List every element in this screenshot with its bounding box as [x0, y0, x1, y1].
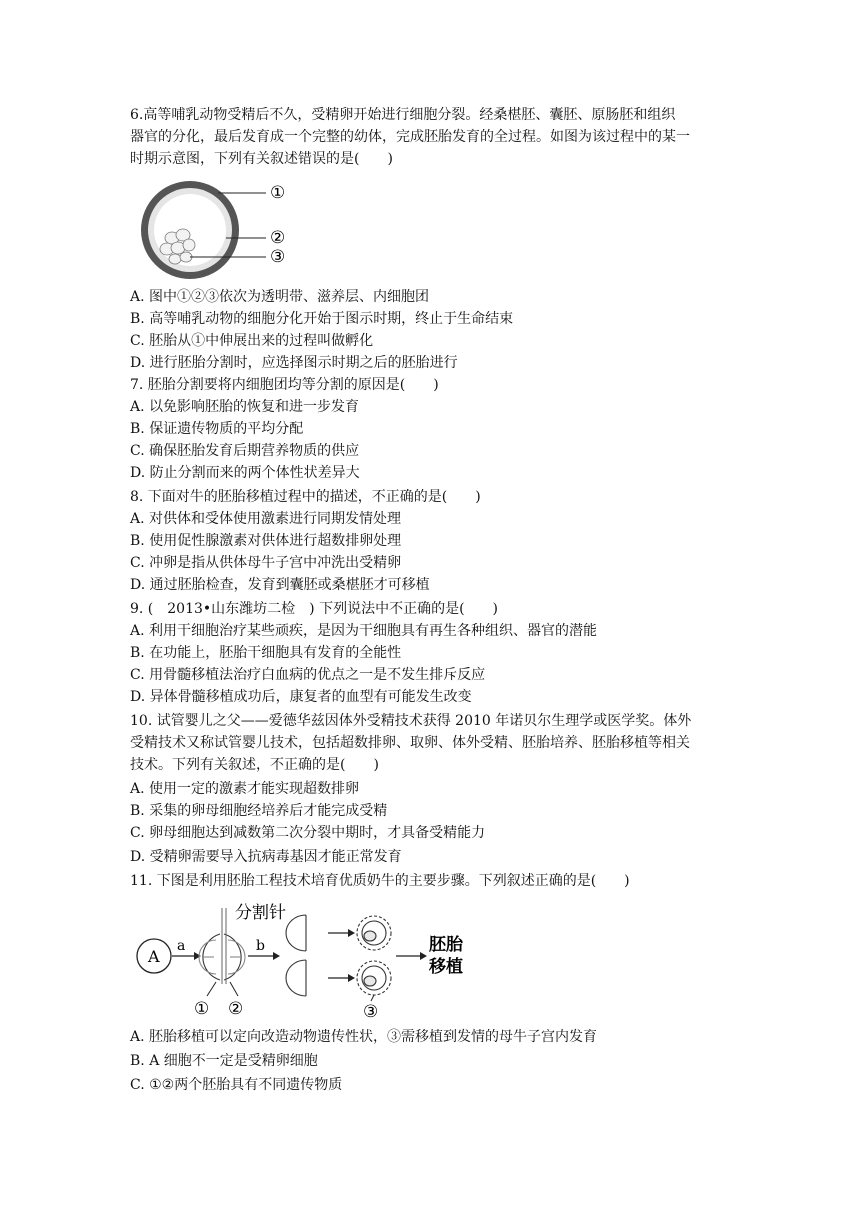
q8-option-d: D. 通过胚胎检查，发育到囊胚或桑椹胚才可移植: [130, 577, 430, 593]
q9-option-a: A. 利用干细胞治疗某些顽疾，是因为干细胞具有再生各种组织、器官的潜能: [130, 623, 598, 639]
q11-option-a: A. 胚胎移植可以定向改造动物遗传性状，③需移植到发情的母牛子宫内发育: [130, 1029, 598, 1045]
label-3: ③: [270, 247, 286, 267]
cell-a-label: A: [148, 947, 160, 966]
half-embryos: [286, 915, 306, 996]
arrow-transfer-head: [420, 952, 427, 960]
q7-option-c: C. 确保胚胎发育后期营养物质的供应: [130, 443, 360, 459]
q7-stem: 7. 胚胎分割要将内细胞团均等分割的原因是( ): [130, 377, 439, 393]
q6-stem-line-1: 6.高等哺乳动物受精后不久，受精卵开始进行细胞分裂。经桑椹胚、囊胚、原肠胚和组织: [130, 107, 676, 123]
transfer-label-1: 胚胎: [429, 935, 463, 955]
q9-stem: 9. ( 2013•山东潍坊二检 ) 下列说法中不正确的是( ): [130, 601, 498, 617]
q10-stem-line-2: 受精技术又称试管婴儿技术，包括超数排卵、取卵、体外受精、胚胎培养、胚胎移植等相关: [130, 735, 690, 751]
q10-option-b: B. 采集的卵母细胞经培养后才能完成受精: [130, 803, 388, 819]
needle-label: 分割针: [235, 903, 286, 923]
pointer-3: [371, 995, 374, 1001]
q9-option-b: B. 在功能上，胚胎干细胞具有发育的全能性: [130, 645, 402, 661]
q9-option-c: C. 用骨髓移植法治疗白血病的优点之一是不发生排斥反应: [130, 667, 486, 683]
q10-stem-line-3: 技术。下列有关叙述，不正确的是( ): [130, 757, 379, 773]
q6-option-c: C. 胚胎从①中伸展出来的过程叫做孵化: [130, 333, 374, 349]
arrow-b-head: [273, 952, 280, 960]
arrow-b-label: b: [256, 938, 265, 954]
pointer-1: [207, 982, 216, 996]
q6-stem-line-3: 时期示意图，下列有关叙述错误的是( ): [130, 151, 393, 167]
q10-stem-line-1: 10. 试管婴儿之父——爱德华兹因体外受精技术获得 2010 年诺贝尔生理学或医学奖。体外: [130, 713, 692, 729]
embryo-label-3: ③: [363, 1002, 379, 1020]
q8-stem: 8. 下面对牛的胚胎移植过程中的描述，不正确的是( ): [130, 489, 481, 505]
embryo-label-2: ②: [228, 999, 244, 1019]
q8-option-b: B. 使用促性腺激素对供体进行超数排卵处理: [130, 533, 402, 549]
q11-option-c: C. ①②两个胚胎具有不同遗传物质: [130, 1077, 343, 1093]
arrow-upper-head: [348, 929, 355, 937]
q7-option-b: B. 保证遗传物质的平均分配: [130, 421, 304, 437]
q10-option-a: A. 使用一定的激素才能实现超数排卵: [130, 781, 360, 797]
blastocysts: [357, 916, 391, 995]
q7-option-a: A. 以免影响胚胎的恢复和进一步发育: [130, 399, 360, 415]
q6-option-a: A. 图中①②③依次为透明带、滋养层、内细胞团: [130, 289, 430, 305]
blastocyst-figure: [130, 178, 300, 288]
label-2: ②: [270, 228, 286, 248]
label-1: ①: [270, 183, 286, 203]
arrow-a-label: a: [177, 938, 186, 954]
embryo-label-1: ①: [194, 999, 210, 1019]
q8-option-c: C. 冲卵是指从供体母牛子宫中冲洗出受精卵: [130, 555, 402, 571]
arrow-lower-head: [348, 974, 355, 982]
q8-option-a: A. 对供体和受体使用激素进行同期发情处理: [130, 511, 402, 527]
pointer-2: [230, 982, 238, 996]
q11-stem: 11. 下图是利用胚胎工程技术培育优质奶牛的主要步骤。下列叙述正确的是( ): [130, 873, 630, 889]
q10-option-d: D. 受精卵需要导入抗病毒基因才能正常发育: [130, 849, 402, 865]
q6-option-b: B. 高等哺乳动物的细胞分化开始于图示时期，终止于生命结束: [130, 311, 514, 327]
q9-option-d: D. 异体骨髓移植成功后，康复者的血型有可能发生改变: [130, 689, 472, 705]
q7-option-d: D. 防止分割而来的两个体性状差异大: [130, 465, 360, 481]
q6-stem-line-2: 器官的分化，最后发育成一个完整的幼体，完成胚胎发育的全过程。如图为该过程中的某一: [130, 129, 690, 145]
q11-option-b: B. A 细胞不一定是受精卵细胞: [130, 1053, 318, 1069]
q6-option-d: D. 进行胚胎分割时，应选择图示时期之后的胚胎进行: [130, 355, 458, 371]
embryo-splitting-figure: [130, 900, 470, 1020]
q10-option-c: C. 卵母细胞达到减数第二次分裂中期时，才具备受精能力: [130, 825, 486, 841]
transfer-label-2: 移植: [429, 957, 463, 977]
